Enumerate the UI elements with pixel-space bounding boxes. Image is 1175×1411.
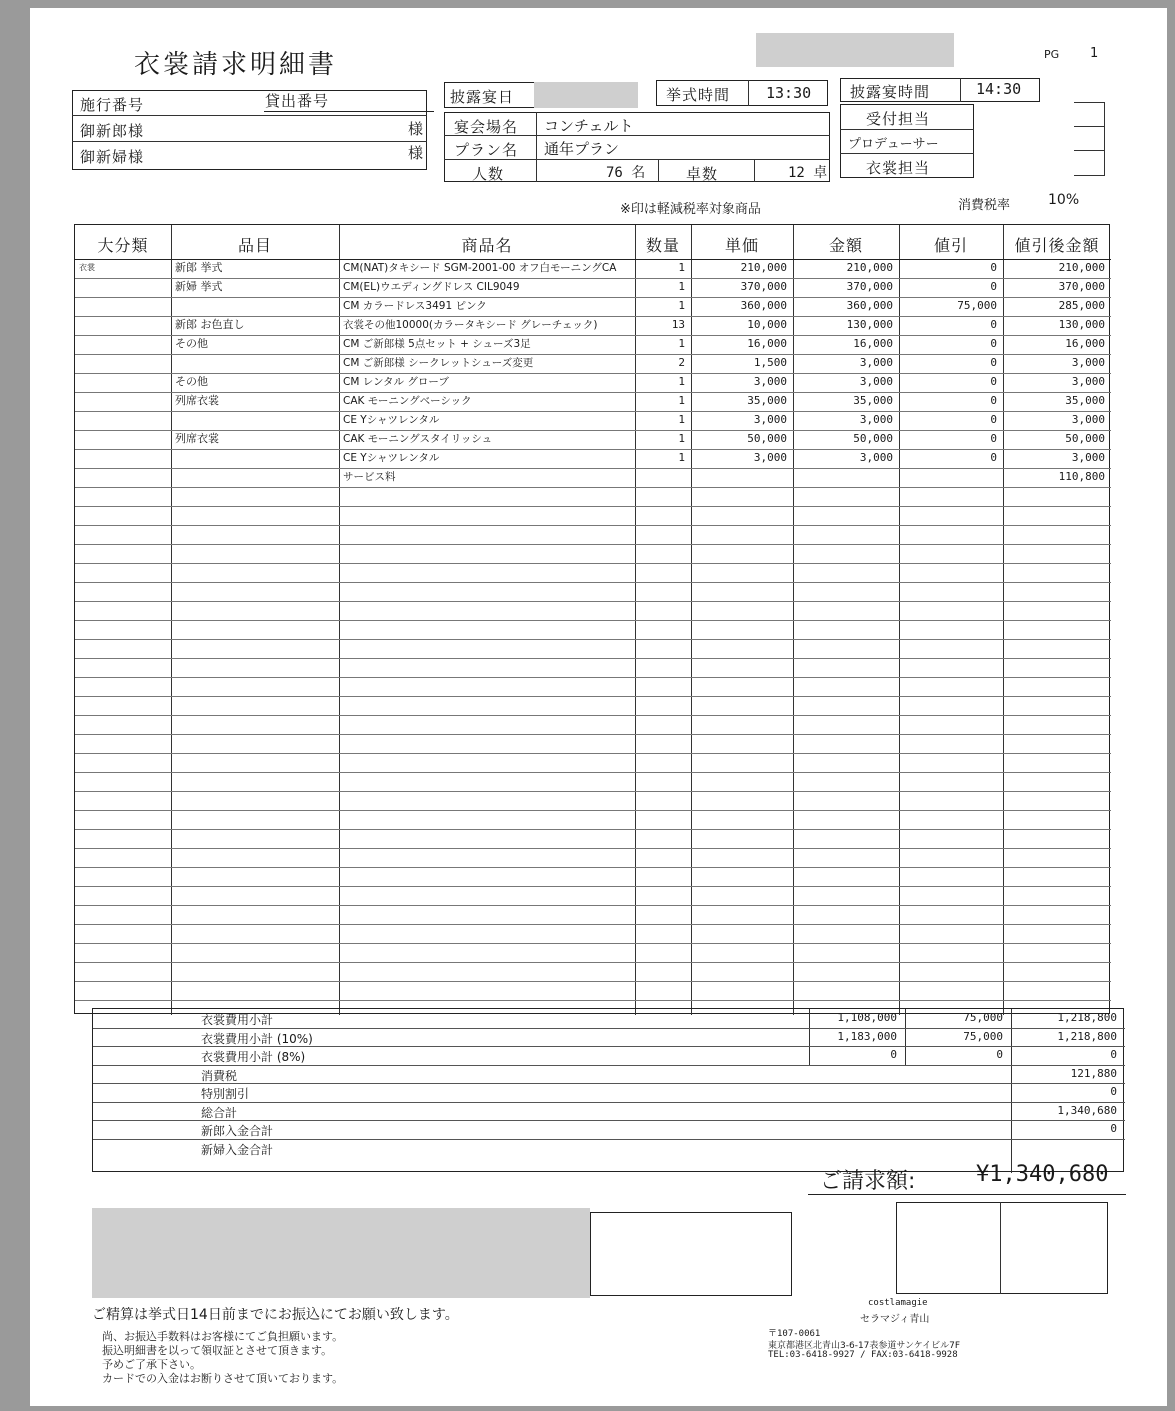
document-page (30, 8, 1167, 1406)
column-header-amount: 金額 (828, 236, 863, 255)
label-shinpu: 御新婦様 (80, 148, 145, 166)
label-shinrou: 御新郎様 (80, 122, 145, 140)
cell-product-name: CM カラードレス3491 ピンク (343, 300, 487, 312)
summary-after: 0 (1110, 1085, 1117, 1098)
summary-row-divider (93, 1028, 1125, 1029)
cell-product-name: CE Yシャツレンタル (343, 452, 440, 464)
summary-label: 新婦入金合計 (201, 1142, 274, 1157)
summary-table (92, 1008, 1124, 1172)
kyoshiki-jikan-value: 13:30 (766, 84, 812, 102)
total-label: ご請求額: (820, 1169, 916, 1194)
cell-unit-price: 370,000 (740, 280, 787, 293)
cell-after-discount: 370,000 (1058, 280, 1105, 293)
cell-after-discount: 210,000 (1058, 261, 1105, 274)
table-row (75, 316, 1111, 335)
summary-label: 特別割引 (201, 1087, 250, 1101)
label-hiroen-jikan: 披露宴時間 (850, 83, 931, 101)
table-row (75, 411, 1111, 430)
table-row-divider (75, 943, 1111, 944)
payment-note-main: ご精算は挙式日14日前までにお振込にてお願い致します。 (92, 1307, 459, 1323)
table-row-divider (75, 525, 1111, 526)
table-row (75, 259, 1111, 278)
summary-label: 消費税 (201, 1068, 238, 1083)
table-row-divider (75, 772, 1111, 773)
summary-after: 1,218,800 (1057, 1011, 1117, 1024)
summary-amount: 1,183,000 (837, 1029, 897, 1043)
column-header-after-discount: 値引後金額 (1014, 236, 1100, 255)
cell-item: 新郎 挙式 (175, 261, 223, 274)
cell-discount: 0 (990, 280, 997, 293)
redacted-area (534, 82, 638, 108)
takusu-value: 12 卓 (788, 165, 828, 181)
summary-after: 1,218,800 (1057, 1029, 1117, 1043)
enkai-basho-value: コンチェルト (544, 117, 634, 135)
payment-note-2: 振込明細書を以って領収証とさせて頂きます。 (102, 1344, 333, 1357)
total-value: ¥1,340,680 (976, 1162, 1109, 1187)
cell-quantity: 1 (678, 432, 685, 445)
summary-row-divider (93, 1065, 1125, 1066)
cell-product-name: CM ご新郎様 シークレットシューズ変更 (343, 357, 534, 369)
column-header-category: 大分類 (97, 236, 149, 255)
brand-small: costlamagie (868, 1298, 928, 1308)
cell-amount: 3,000 (859, 356, 893, 369)
table-row-divider (75, 867, 1111, 868)
redacted-area (756, 33, 954, 67)
summary-label: 総合計 (201, 1105, 238, 1120)
cell-discount: 0 (990, 337, 997, 350)
table-row-divider (75, 810, 1111, 811)
cell-discount: 0 (990, 432, 997, 445)
cell-item: その他 (175, 375, 208, 388)
table-row-divider (75, 544, 1111, 545)
cell-product-name: CM(EL)ウエディングドレス CIL9049 (343, 281, 520, 293)
cell-discount: 0 (990, 318, 997, 331)
table-row (75, 468, 1111, 487)
cell-discount: 0 (990, 261, 997, 274)
bank-info-box (590, 1212, 792, 1296)
cell-unit-price: 3,000 (753, 451, 787, 464)
table-row-divider (75, 658, 1111, 659)
cell-quantity: 1 (678, 394, 685, 407)
cell-quantity: 1 (678, 337, 685, 350)
ninzu-value: 76 名 (606, 165, 646, 181)
table-row-divider (75, 753, 1111, 754)
column-header-product-name: 商品名 (461, 236, 513, 255)
table-row-divider (75, 715, 1111, 716)
summary-row-divider (93, 1083, 1125, 1084)
table-row-divider (75, 601, 1111, 602)
cell-quantity: 1 (678, 375, 685, 388)
cell-discount: 0 (990, 413, 997, 426)
cell-item: その他 (175, 337, 208, 350)
redacted-area (92, 1208, 590, 1298)
summary-label: 衣裳費用小計 (8%) (201, 1050, 306, 1064)
table-row-divider (75, 563, 1111, 564)
cell-amount: 210,000 (846, 261, 893, 274)
table-row (75, 297, 1111, 316)
cell-amount: 3,000 (859, 375, 893, 388)
cell-amount: 16,000 (853, 337, 893, 350)
cell-after-discount: 3,000 (1071, 356, 1105, 369)
cell-category: 衣裳 (79, 263, 95, 272)
summary-after: 1,340,680 (1057, 1103, 1117, 1117)
cell-quantity: 1 (678, 261, 685, 274)
table-row-divider (75, 981, 1111, 982)
cell-amount: 3,000 (859, 451, 893, 464)
table-row-divider (75, 791, 1111, 792)
summary-after: 0 (1110, 1048, 1117, 1061)
table-row (75, 354, 1111, 373)
plan-value: 通年プラン (544, 140, 620, 158)
summary-label: 衣裳費用小計 (201, 1013, 274, 1027)
table-row-divider (75, 829, 1111, 830)
company-address: 東京都港区北青山3-6-17表参道サンケイビル7F (768, 1341, 961, 1351)
payment-note-4: カードでの入金はお断りさせて頂いております。 (102, 1372, 344, 1385)
label-enkai-basho: 宴会場名 (454, 118, 519, 136)
table-row-divider (75, 962, 1111, 963)
cell-after-discount: 130,000 (1058, 318, 1105, 331)
cell-quantity: 1 (678, 413, 685, 426)
table-row (75, 373, 1111, 392)
document-title: 衣裳請求明細書 (134, 50, 338, 80)
cell-item: 新郎 お色直し (175, 318, 245, 331)
cell-amount: 35,000 (853, 394, 893, 407)
summary-disc: 75,000 (963, 1029, 1003, 1043)
column-header-item: 品目 (237, 236, 272, 255)
label-producer: プロデューサー (848, 137, 939, 152)
table-row (75, 278, 1111, 297)
column-header-discount: 値引 (933, 236, 968, 255)
label-uketsuke: 受付担当 (866, 110, 931, 128)
cell-quantity: 1 (678, 299, 685, 312)
label-ninzu: 人数 (472, 165, 505, 183)
staff-stamp-box (1074, 102, 1105, 176)
label-hiroen-bi: 披露宴日 (450, 88, 515, 106)
table-row-divider (75, 506, 1111, 507)
cell-quantity: 2 (678, 356, 685, 369)
table-row (75, 335, 1111, 354)
cell-after-discount: 3,000 (1071, 413, 1105, 426)
cell-product-name: CAK モーニングスタイリッシュ (343, 433, 493, 445)
label-kashidashi-bangou: 貸出番号 (265, 92, 330, 110)
column-header-unit-price: 単価 (724, 236, 759, 255)
cell-product-name: 衣裳その他10000(カラータキシード グレーチェック) (343, 319, 598, 331)
table-row-divider (75, 677, 1111, 678)
hiroen-jikan-value: 14:30 (976, 80, 1022, 98)
cell-unit-price: 3,000 (753, 413, 787, 426)
label-kyoshiki-jikan: 挙式時間 (666, 86, 731, 104)
page-number: 1 (1090, 46, 1099, 61)
cell-unit-price: 3,000 (753, 375, 787, 388)
label-sama-2: 様 (408, 144, 425, 162)
label-plan: プラン名 (454, 141, 519, 159)
cell-discount: 0 (990, 356, 997, 369)
tax-rate-value: 10% (1048, 192, 1080, 208)
cell-amount: 3,000 (859, 413, 893, 426)
cell-unit-price: 50,000 (747, 432, 787, 445)
cell-item: 新婦 挙式 (175, 280, 223, 293)
table-row-divider (75, 1000, 1111, 1001)
cell-unit-price: 360,000 (740, 299, 787, 312)
cell-amount: 50,000 (853, 432, 893, 445)
summary-amount: 1,108,000 (837, 1011, 897, 1024)
cell-after-discount: 50,000 (1065, 432, 1105, 445)
cell-product-name: CAK モーニングベーシック (343, 395, 472, 407)
summary-after: 0 (1110, 1122, 1117, 1135)
table-row (75, 449, 1111, 468)
cell-amount: 370,000 (846, 280, 893, 293)
cell-item: 列席衣裳 (175, 432, 219, 445)
cell-product-name: CM(NAT)タキシード SGM-2001-00 オフ白モーニングCA (343, 262, 617, 274)
cell-product-name: CE Yシャツレンタル (343, 414, 440, 426)
table-row-divider (75, 582, 1111, 583)
cell-after-discount: 3,000 (1071, 451, 1105, 464)
summary-after: 121,880 (1070, 1066, 1117, 1080)
column-header-quantity: 数量 (645, 236, 680, 255)
label-isho-tanto: 衣裳担当 (866, 159, 931, 177)
cell-product-name: CM ご新郎様 5点セット + シューズ3足 (343, 338, 531, 350)
payment-note-3: 予めご了承下さい。 (102, 1358, 201, 1371)
cell-amount: 360,000 (846, 299, 893, 312)
cell-discount: 0 (990, 394, 997, 407)
cell-unit-price: 10,000 (747, 318, 787, 331)
cell-unit-price: 16,000 (747, 337, 787, 350)
table-row-divider (75, 905, 1111, 906)
label-shikou-bangou: 施行番号 (80, 96, 145, 114)
cell-quantity: 1 (678, 280, 685, 293)
reduced-tax-note: ※印は軽減税率対象商品 (620, 202, 761, 217)
table-row-divider (75, 924, 1111, 925)
tax-rate-label: 消費税率 (958, 198, 1011, 213)
cell-after-discount: 285,000 (1058, 299, 1105, 312)
cell-after-discount: 16,000 (1065, 337, 1105, 350)
label-sama-1: 様 (408, 120, 425, 138)
cell-item: 列席衣裳 (175, 394, 219, 407)
cell-discount: 0 (990, 375, 997, 388)
brand-name: セラマジィ青山 (860, 1314, 930, 1325)
summary-row-divider (93, 1046, 1125, 1047)
cell-quantity: 13 (671, 318, 685, 331)
table-row-divider (75, 639, 1111, 640)
payment-note-1: 尚、お振込手数料はお客様にてご負担願います。 (102, 1330, 344, 1343)
cell-after-discount: 35,000 (1065, 394, 1105, 407)
cell-discount: 75,000 (957, 299, 997, 312)
summary-row-divider (93, 1120, 1125, 1121)
page-label: PG (1044, 48, 1060, 61)
line-items-table (74, 224, 1110, 1014)
cell-after-discount: 110,800 (1058, 470, 1105, 483)
company-tel: TEL:03-6418-9927 / FAX:03-6418-9928 (768, 1350, 958, 1360)
table-row-divider (75, 487, 1111, 488)
cell-unit-price: 210,000 (740, 261, 787, 274)
label-takusu: 卓数 (686, 165, 719, 183)
summary-row-divider (93, 1139, 1125, 1140)
summary-label: 新郎入金合計 (201, 1124, 274, 1138)
table-row-divider (75, 886, 1111, 887)
cell-unit-price: 35,000 (747, 394, 787, 407)
table-row-divider (75, 620, 1111, 621)
cell-product-name: サービス料 (343, 471, 396, 483)
table-row-divider (75, 848, 1111, 849)
cell-discount: 0 (990, 451, 997, 464)
table-row-divider (75, 696, 1111, 697)
company-zip: 〒107-0061 (768, 1329, 821, 1339)
table-row (75, 430, 1111, 449)
cell-unit-price: 1,500 (753, 356, 787, 369)
table-row (75, 392, 1111, 411)
summary-disc: 0 (996, 1048, 1003, 1061)
summary-amount: 0 (890, 1048, 897, 1061)
summary-disc: 75,000 (963, 1011, 1003, 1024)
cell-amount: 130,000 (846, 318, 893, 331)
summary-label: 衣裳費用小計 (10%) (201, 1031, 313, 1046)
summary-row-divider (93, 1102, 1125, 1103)
cell-quantity: 1 (678, 451, 685, 464)
cell-product-name: CM レンタル グローブ (343, 376, 449, 388)
stamp-box (896, 1202, 1108, 1294)
cell-after-discount: 3,000 (1071, 375, 1105, 388)
table-row-divider (75, 734, 1111, 735)
